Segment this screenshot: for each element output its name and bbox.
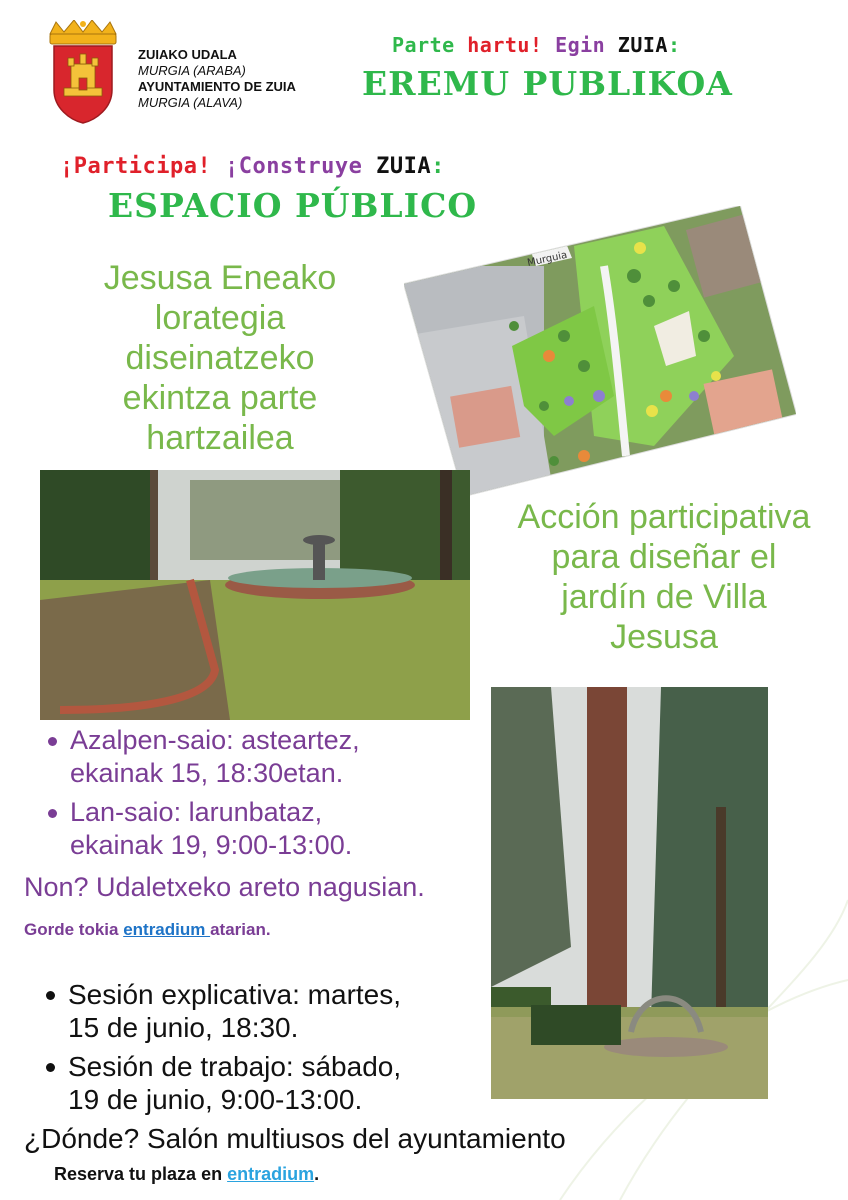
description-line: para diseñar el (551, 538, 777, 576)
description-line: Jesusa (610, 618, 718, 656)
subtitle-colon: : (667, 33, 681, 57)
description-line: jardín de Villa (561, 578, 767, 616)
garden-fountain-photo (40, 470, 470, 720)
list-item (42, 796, 360, 862)
bullet-icon (48, 809, 57, 818)
spanish-description (486, 497, 842, 657)
subtitle-word: Egin (555, 33, 606, 57)
garden-plan-image (404, 206, 796, 496)
session-line: 19 de junio, 9:00-13:00. (68, 1084, 363, 1115)
org-line-1: ZUIAKO UDALA (138, 47, 237, 62)
basque-description (60, 258, 380, 458)
basque-location: Non? Udaletxeko areto nagusian. (24, 872, 425, 902)
subtitle-word: hartu! (467, 33, 543, 57)
organization-name (138, 47, 296, 111)
bullet-icon (48, 737, 57, 746)
spanish-reservation (54, 1164, 319, 1185)
session-line: Lan-saio: larunbataz, (70, 797, 323, 827)
bullet-icon (46, 991, 55, 1000)
session-line: ekainak 15, 18:30etan. (70, 758, 344, 788)
spanish-sessions-list (40, 978, 401, 1122)
subtitle-word: ZUIA (376, 154, 432, 179)
reservation-text: atarian. (210, 920, 271, 939)
reservation-text: Gorde tokia (24, 920, 124, 939)
subtitle-colon: : (431, 154, 445, 179)
description-line: Jesusa Eneako (103, 259, 337, 297)
session-line: ekainak 19, 9:00-13:00. (70, 830, 353, 860)
list-item (42, 724, 360, 790)
coat-of-arms-icon (44, 20, 122, 124)
spanish-subtitle (60, 154, 445, 179)
list-item (40, 1050, 401, 1116)
entradium-link[interactable]: entradium (123, 920, 211, 939)
session-line: Azalpen-saio: asteartez, (70, 725, 360, 755)
description-line: diseinatzeko (125, 339, 315, 377)
org-line-4: MURGIA (ALAVA) (138, 95, 243, 110)
subtitle-word: ¡Participa! (60, 154, 212, 179)
list-item (40, 978, 401, 1044)
basque-reservation (24, 920, 271, 940)
org-line-2: MURGIA (ARABA) (138, 63, 246, 78)
description-line: Acción participativa (517, 498, 811, 536)
basque-title: EREMU PUBLIKOA (362, 64, 733, 103)
basque-sessions-list (42, 724, 360, 868)
subtitle-word: Parte (392, 33, 455, 57)
session-line: 15 de junio, 18:30. (68, 1012, 299, 1043)
reservation-text: Reserva tu plaza en (54, 1164, 228, 1184)
subtitle-word: ZUIA (617, 33, 668, 57)
org-line-3: AYUNTAMIENTO DE ZUIA (138, 79, 296, 94)
description-line: ekintza parte (122, 379, 318, 417)
description-line: lorategia (154, 299, 286, 337)
session-line: Sesión de trabajo: sábado, (68, 1051, 402, 1082)
spanish-title: ESPACIO PÚBLICO (108, 186, 478, 225)
garden-trees-photo (491, 687, 768, 1099)
plan-label: Murguia (526, 249, 569, 269)
entradium-link[interactable]: entradium (227, 1164, 315, 1184)
description-line: hartzailea (146, 419, 294, 457)
basque-subtitle (392, 33, 681, 57)
spanish-location: ¿Dónde? Salón multiusos del ayuntamiento (24, 1123, 566, 1154)
reservation-text: . (314, 1164, 320, 1184)
bullet-icon (46, 1063, 55, 1072)
subtitle-word: ¡Construye (224, 154, 363, 179)
session-line: Sesión explicativa: martes, (68, 979, 402, 1010)
